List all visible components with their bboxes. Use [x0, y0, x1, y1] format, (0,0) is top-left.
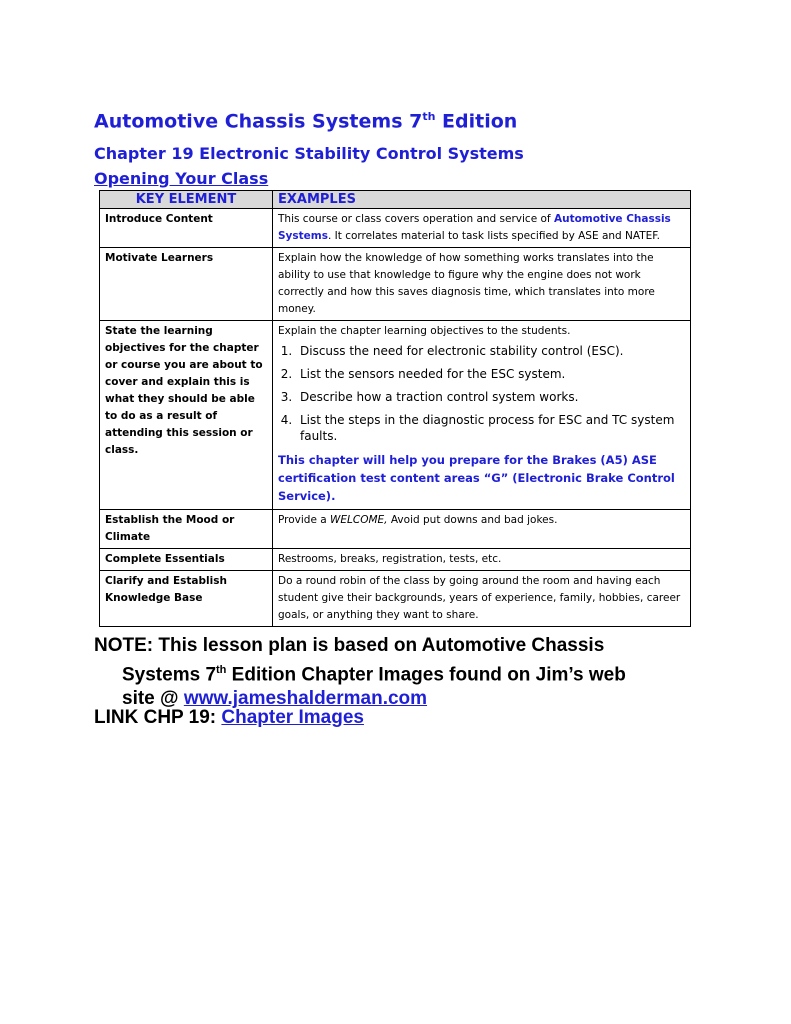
example-highlight: Automotive Chassis Systems: [278, 213, 671, 242]
table-row: [100, 571, 691, 627]
table-row: [100, 321, 691, 510]
link-label: LINK CHP 19:: [94, 707, 222, 728]
header-examples: EXAMPLES: [273, 191, 691, 209]
example-text: Provide a: [278, 514, 331, 526]
example-text: This course or class covers operation and service of: [278, 213, 554, 225]
note-line: NOTE: This lesson plan is based on Automotive Chassis: [94, 635, 605, 656]
document-title: [94, 110, 517, 132]
note-text: Systems 7: [122, 664, 217, 686]
row-key: Establish the Mood or Climate: [100, 510, 273, 549]
row-example: Explain how the knowledge of how something works translates into the ability to use that knowledge to figure why the engine does not work correctly and how this saves diagnosis time, which translates into more money.: [273, 248, 691, 321]
chapter-images-link[interactable]: Chapter Images: [221, 707, 364, 728]
note-line: [94, 658, 734, 687]
row-example: Do a round robin of the class by going around the room and having each student give their backgrounds, years of experience, family, hobbies, career goals, or anything they want to share.: [273, 571, 691, 627]
note-text: site @: [122, 688, 184, 710]
objective-item: 1. Discuss the need for electronic stability control (ESC).: [296, 343, 685, 359]
table-header-row: [100, 191, 691, 209]
note-superscript: th: [216, 664, 227, 676]
chapter-link-line: [94, 707, 364, 729]
row-key: State the learning objectives for the chapter or course you are about to cover and explain this is what they should be able to do as a result of attending this session or class.: [100, 321, 273, 510]
example-text: Avoid put downs and bad jokes.: [387, 514, 558, 526]
ase-note: This chapter will help you prepare for the Brakes (A5) ASE certification test content areas “G” (Electronic Brake Control Service).: [278, 453, 675, 503]
row-key: Complete Essentials: [100, 549, 273, 571]
title-superscript: th: [422, 110, 436, 123]
title-main: Automotive Chassis Systems 7: [94, 110, 423, 133]
table-row: [100, 510, 691, 549]
objectives-list: [278, 343, 685, 444]
note-text: Edition Chapter Images found on Jim’s web: [226, 664, 626, 686]
objective-item: 3. Describe how a traction control system works.: [296, 389, 685, 405]
website-link[interactable]: www.jameshalderman.com: [183, 688, 428, 710]
table-row: [100, 248, 691, 321]
welcome-text: WELCOME,: [330, 514, 388, 526]
lesson-table: [99, 190, 691, 627]
note-paragraph: [94, 634, 734, 711]
row-key: Clarify and Establish Knowledge Base: [100, 571, 273, 627]
example-text: . It correlates material to task lists specified by ASE and NATEF.: [328, 230, 661, 242]
chapter-heading: Chapter 19 Electronic Stability Control Systems: [94, 144, 524, 163]
table-row: [100, 549, 691, 571]
objectives-intro: Explain the chapter learning objectives to the students.: [278, 325, 571, 337]
objective-item: 2. List the sensors needed for the ESC system.: [296, 366, 685, 382]
row-example: Restrooms, breaks, registration, tests, etc.: [273, 549, 691, 571]
header-key-element: KEY ELEMENT: [100, 191, 273, 209]
objective-item: 4. List the steps in the diagnostic process for ESC and TC system faults.: [296, 412, 685, 444]
table-row: [100, 209, 691, 248]
title-tail: Edition: [435, 110, 518, 133]
opening-heading: Opening Your Class: [94, 169, 269, 188]
row-example: [273, 209, 691, 248]
row-key: Introduce Content: [100, 209, 273, 248]
row-example: [273, 510, 691, 549]
row-example: [273, 321, 691, 510]
row-key: Motivate Learners: [100, 248, 273, 321]
